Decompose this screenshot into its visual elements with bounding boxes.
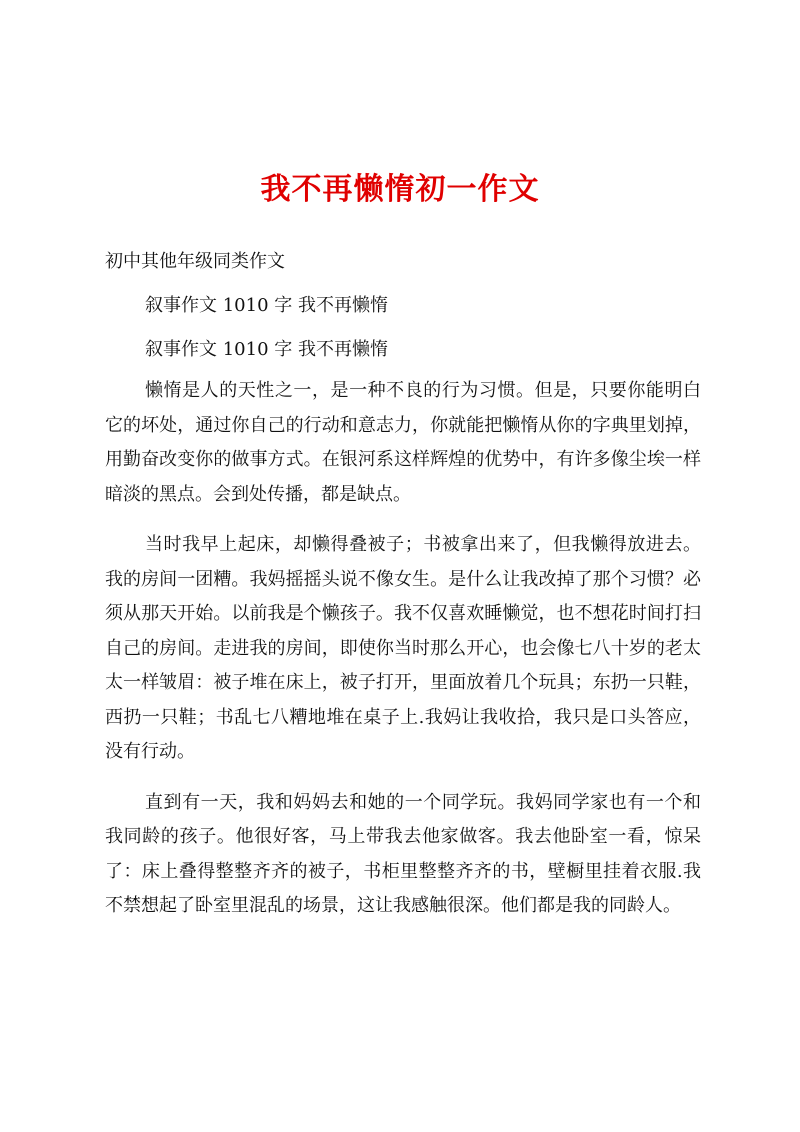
category-line: 初中其他年级同类作文 <box>105 251 285 272</box>
document-body <box>105 240 701 924</box>
paragraph: 当时我早上起床，却懒得叠被子；书被拿出来了，但我懒得放进去。我的房间一团糟。我妈摇摇头说不像女生。是什么让我改掉了那个习惯？必须从那天开始。以前我是个懒孩子。我不仅喜欢睡懒觉，也不想花时间打扫自己的房间。走进我的房间，即使你当时那么开心，也会像七八十岁的老太太一样皱眉：被子堆在床上，被子打开，里面放着几个玩具；东扔一只鞋，西扔一只鞋；书乱七八糟地堆在桌子上.我妈让我收拾，我只是口头答应，没有行动。 <box>105 534 701 762</box>
subtitle-line: 叙事作文 1010 字 我不再懒惰 <box>145 339 388 360</box>
subtitle-line: 叙事作文 1010 字 我不再懒惰 <box>145 295 388 316</box>
paragraph: 懒惰是人的天性之一，是一种不良的行为习惯。但是，只要你能明白它的坏处，通过你自己的行动和意志力，你就能把懒惰从你的字典里划掉，用勤奋改变你的做事方式。在银河系这样辉煌的优势中，有许多像尘埃一样暗淡的黑点。会到处传播，都是缺点。 <box>105 380 701 505</box>
document-title: 我不再懒惰初一作文 <box>260 172 540 207</box>
paragraph: 直到有一天，我和妈妈去和她的一个同学玩。我妈同学家也有一个和我同龄的孩子。他很好客，马上带我去他家做客。我去他卧室一看，惊呆了：床上叠得整整齐齐的被子，书柜里整整齐齐的书，壁橱里挂着衣服.我不禁想起了卧室里混乱的场景，这让我感触很深。他们都是我的同龄人。 <box>105 791 701 916</box>
